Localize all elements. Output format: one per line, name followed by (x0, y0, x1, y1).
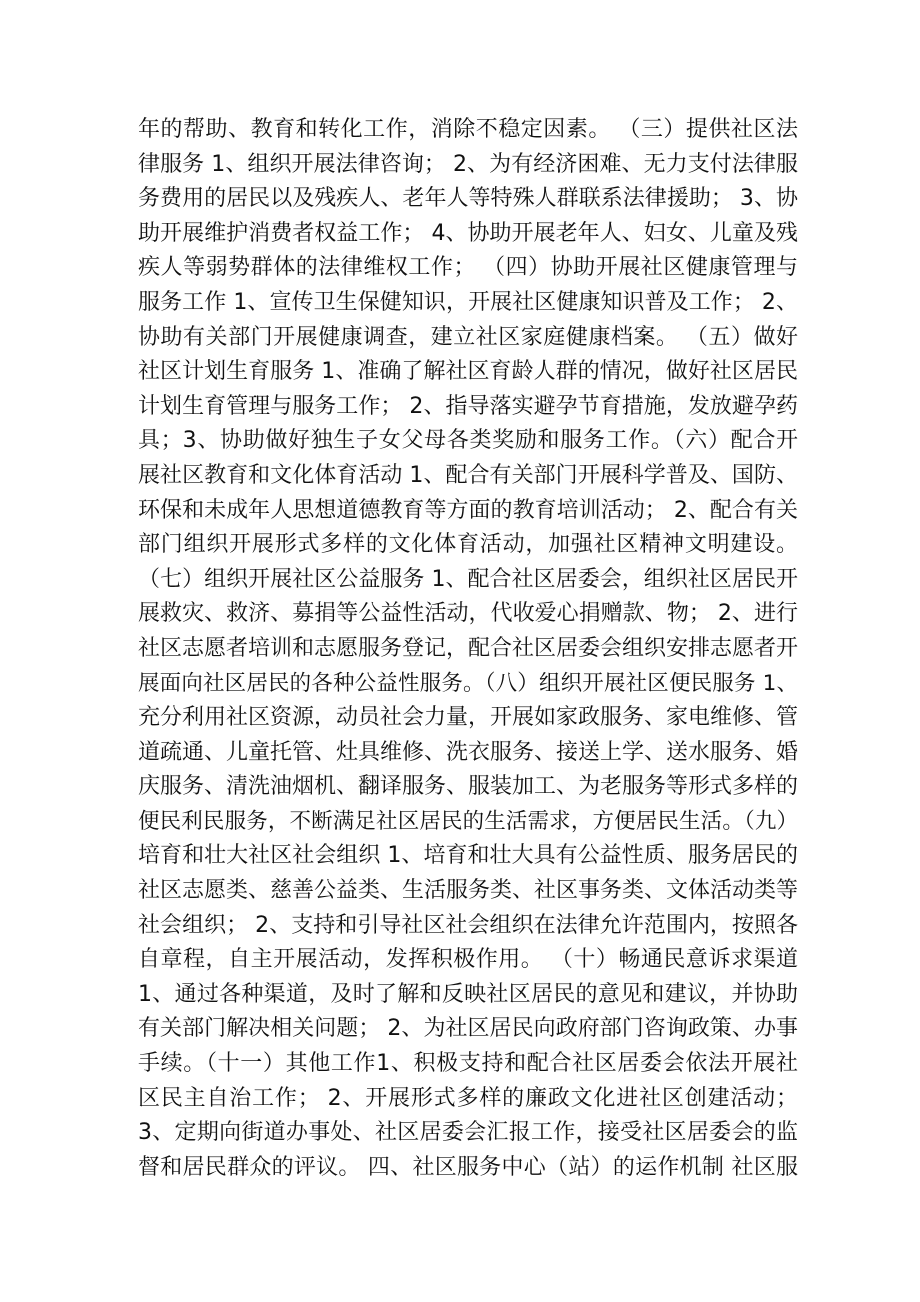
body-text (138, 113, 798, 1185)
text-line: 道疏通、儿童托管、灶具维修、洗衣服务、接送上学、送水服务、婚 (138, 739, 798, 765)
text-line: 助开展维护消费者权益工作； 4、协助开展老年人、妇女、儿童及残 (138, 220, 798, 246)
text-line: 区民主自治工作； 2、开展形式多样的廉政文化进社区创建活动； (138, 1085, 798, 1111)
text-line: 充分利用社区资源，动员社会力量，开展如家政服务、家电维修、管 (138, 705, 798, 731)
text-line: 督和居民群众的评议。 四、社区服务中心（站）的运作机制 社区服 (138, 1154, 798, 1180)
text-line: 便民利民服务，不断满足社区居民的生活需求，方便居民生活。（九） (138, 808, 798, 834)
text-line: 展社区教育和文化体育活动 1、配合有关部门开展科学普及、国防、 (138, 462, 798, 488)
text-line: 手续。（十一）其他工作1、积极支持和配合社区居委会依法开展社 (138, 1051, 798, 1077)
text-line: 有关部门解决相关问题； 2、为社区居民向政府部门咨询政策、办事 (138, 1016, 798, 1042)
text-line: 服务工作 1、宣传卫生保健知识，开展社区健康知识普及工作； 2、 (138, 289, 798, 315)
text-line: 展救灾、救济、募捐等公益性活动，代收爱心捐赠款、物； 2、进行 (138, 601, 798, 627)
text-line: 社区计划生育服务 1、准确了解社区育龄人群的情况，做好社区居民 (138, 359, 798, 385)
text-line: 务费用的居民以及残疾人、老年人等特殊人群联系法律援助； 3、协 (138, 186, 798, 212)
text-line: 1、通过各种渠道，及时了解和反映社区居民的意见和建议，并协助 (138, 981, 798, 1007)
text-line: 律服务 1、组织开展法律咨询； 2、为有经济困难、无力支付法律服 (138, 151, 798, 177)
text-line: 社区志愿类、慈善公益类、生活服务类、社区事务类、文体活动类等 (138, 878, 798, 904)
text-line: 具；3、协助做好独生子女父母各类奖励和服务工作。（六）配合开 (138, 428, 798, 454)
text-line: 年的帮助、教育和转化工作，消除不稳定因素。 （三）提供社区法 (138, 117, 798, 142)
text-line: 社区志愿者培训和志愿服务登记，配合社区居委会组织安排志愿者开 (138, 635, 798, 661)
text-line: 庆服务、清洗油烟机、翻译服务、服装加工、为老服务等形式多样的 (138, 774, 798, 800)
text-line: 3、定期向街道办事处、社区居委会汇报工作，接受社区居委会的监 (138, 1120, 798, 1146)
text-line: 部门组织开展形式多样的文化体育活动，加强社区精神文明建设。 (138, 532, 798, 558)
text-line: 自章程，自主开展活动，发挥积极作用。 （十）畅通民意诉求渠道 (138, 947, 798, 973)
text-line: 协助有关部门开展健康调查，建立社区家庭健康档案。 （五）做好 (138, 324, 798, 350)
text-line: 疾人等弱势群体的法律维权工作； （四）协助开展社区健康管理与 (138, 255, 798, 281)
text-line: 社会组织； 2、支持和引导社区社会组织在法律允许范围内，按照各 (138, 912, 798, 938)
text-line: 展面向社区居民的各种公益性服务。（八）组织开展社区便民服务 1、 (138, 670, 798, 696)
text-line: 环保和未成年人思想道德教育等方面的教育培训活动； 2、配合有关 (138, 497, 798, 523)
text-line: 培育和壮大社区社会组织 1、培育和壮大具有公益性质、服务居民的 (138, 843, 798, 869)
text-line: 计划生育管理与服务工作； 2、指导落实避孕节育措施，发放避孕药 (138, 393, 798, 419)
text-line: （七）组织开展社区公益服务 1、配合社区居委会，组织社区居民开 (138, 566, 798, 592)
